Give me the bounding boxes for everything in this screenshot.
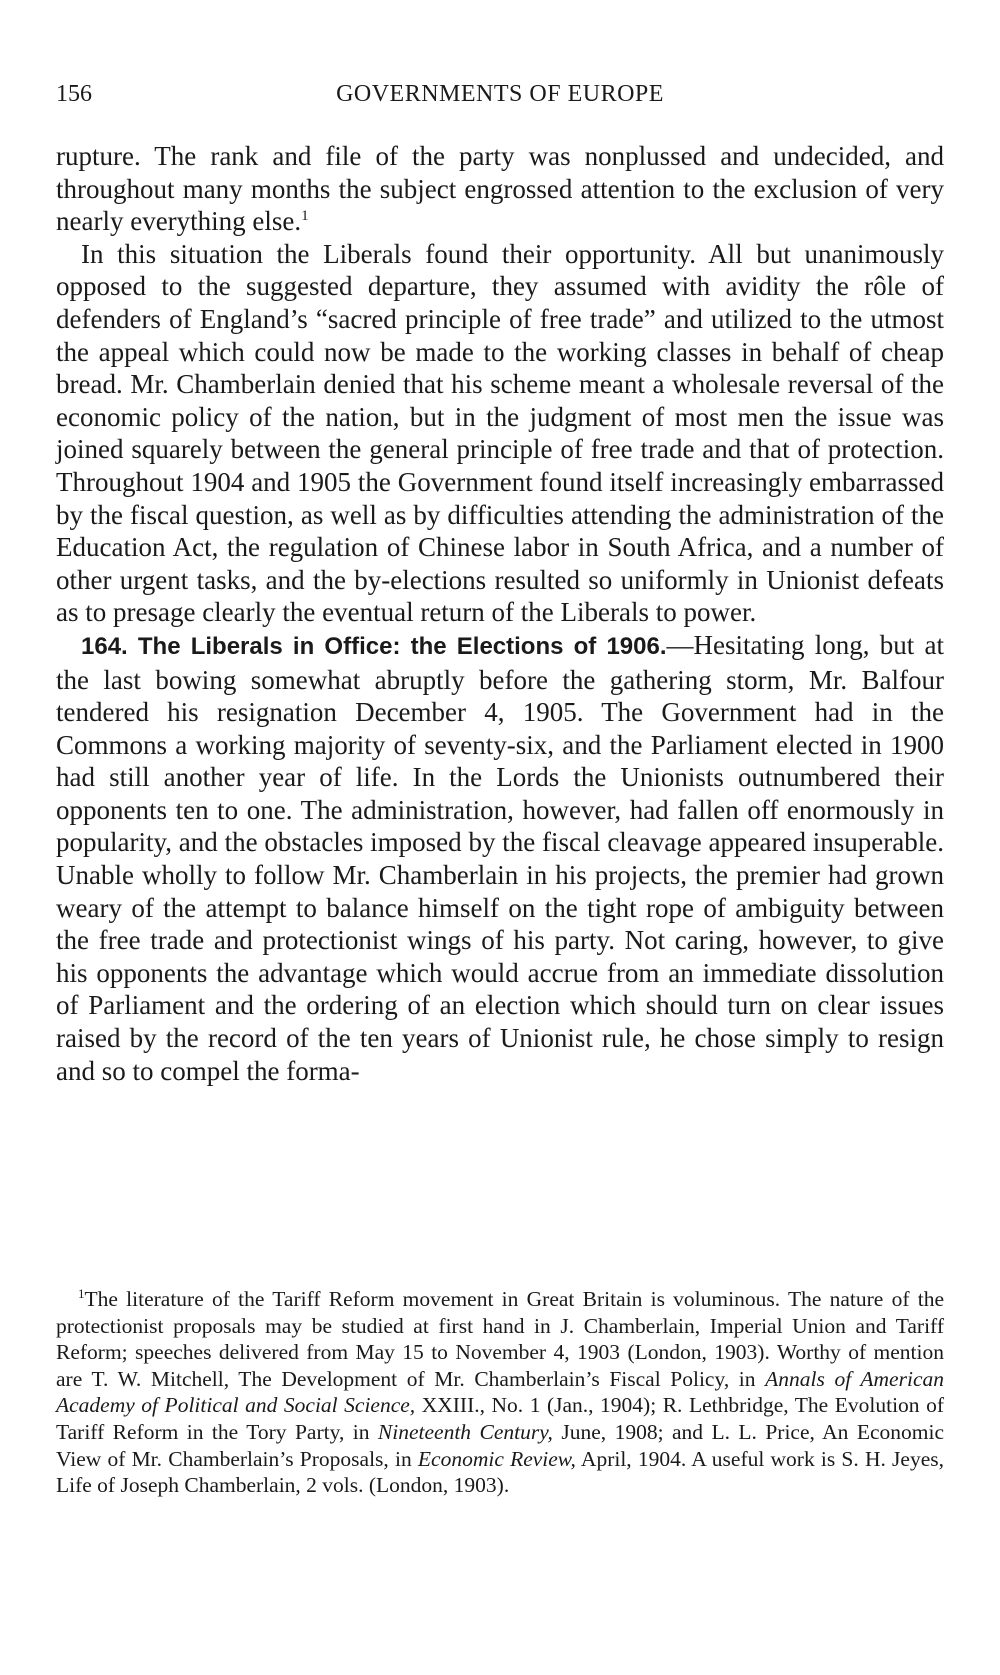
footnote-journal-annals: Annals of American Academy of Political and Social Science, [56,1366,944,1418]
footnote-paragraph [56,1286,944,1499]
page-number: 156 [56,81,92,107]
paragraph-3 [56,629,944,1087]
running-head [56,76,944,112]
paragraph-3-text: —Hesitating long, but at the last bowing somewhat abruptly before the gathering storm, Mr. Balfour tendered his resignation December 4, 1905. The Government had in the Commons a working majority of seventy-six, and the Parliament elected in 1900 had still another year of life. In the Lords the Unionists outnumbered their opponents ten to one. The administration, however, had fallen off enormously in popularity, and the obstacles imposed by the fiscal cleavage appeared insuperable. Unable wholly to follow Mr. Chamberlain in his projects, the premier had grown weary of the attempt to balance himself on the tight rope of ambiguity between the free trade and protectionist wings of his party. Not caring, however, to give his opponents the advantage which would accrue from an immediate dissolution of Parliament and the ordering of an election which should turn on clear issues raised by the record of the ten years of Unionist rule, he chose simply to resign and so to compel the forma- [56,629,945,1086]
footnote-journal-economic-review: Economic Review, [417,1446,576,1471]
body-text [56,140,944,1087]
paragraph-2: In this situation the Liberals found their opportunity. All but unanimously opposed to the suggested departure, they assumed with avidity the rôle of defenders of England’s “sacred principle of free trade” and utilized to the utmost the appeal which could now be made to the working classes in behalf of cheap bread. Mr. Chamberlain denied that his scheme meant a wholesale reversal of the economic policy of the nation, but in the judgment of most men the issue was joined squarely between the general principle of free trade and that of protection. Throughout 1904 and 1905 the Government found itself increasingly embarrassed by the fiscal question, as well as by difficulties attending the administration of the Education Act, the regulation of Chinese labor in South Africa, and a number of other urgent tasks, and the by-elections resulted so uniformly in Unionist defeats as to presage clearly the eventual return of the Liberals to power. [56,238,944,628]
paragraph-1-text: rupture. The rank and file of the party was nonplussed and undecided, and throughout many months the subject engrossed attention to the exclusion of very nearly everything else. [56,141,944,237]
footnote-text-2: XXIII., No. 1 (Jan., 1904); R. Lethbridge, The Evolution of Tariff Reform in the Tory Party, in [56,1393,944,1444]
footnote-reference: 1 [301,208,309,225]
paragraph-1 [56,140,944,238]
footnote-journal-nineteenth-century: Nineteenth Century, [377,1419,553,1444]
footnote-marker: 1 [78,1285,85,1301]
section-heading: 164. The Liberals in Office: the Elections of 1906. [81,632,667,660]
footnote-text-3: June, 1908; and L. L. Price, An Economic View of Mr. Chamberlain’s Proposals, in [56,1419,944,1471]
running-title: GOVERNMENTS OF EUROPE [336,81,664,107]
footnote [56,1286,944,1499]
footnote-text-1: The literature of the Tariff Reform movement in Great Britain is voluminous. The nature of the protectionist proposals may be studied at first hand in J. Chamberlain, Imperial Union and Tariff Reform; speeches delivered from May 15 to November 4, 1903 (London, 1903). Worthy of mention are T. W. Mitchell, The Development of Mr. Chamberlain’s Fiscal Policy, in [56,1287,944,1391]
footnote-text-4: April, 1904. A useful work is S. H. Jeyes, Life of Joseph Chamberlain, 2 vols. (London, 1903). [56,1446,944,1498]
